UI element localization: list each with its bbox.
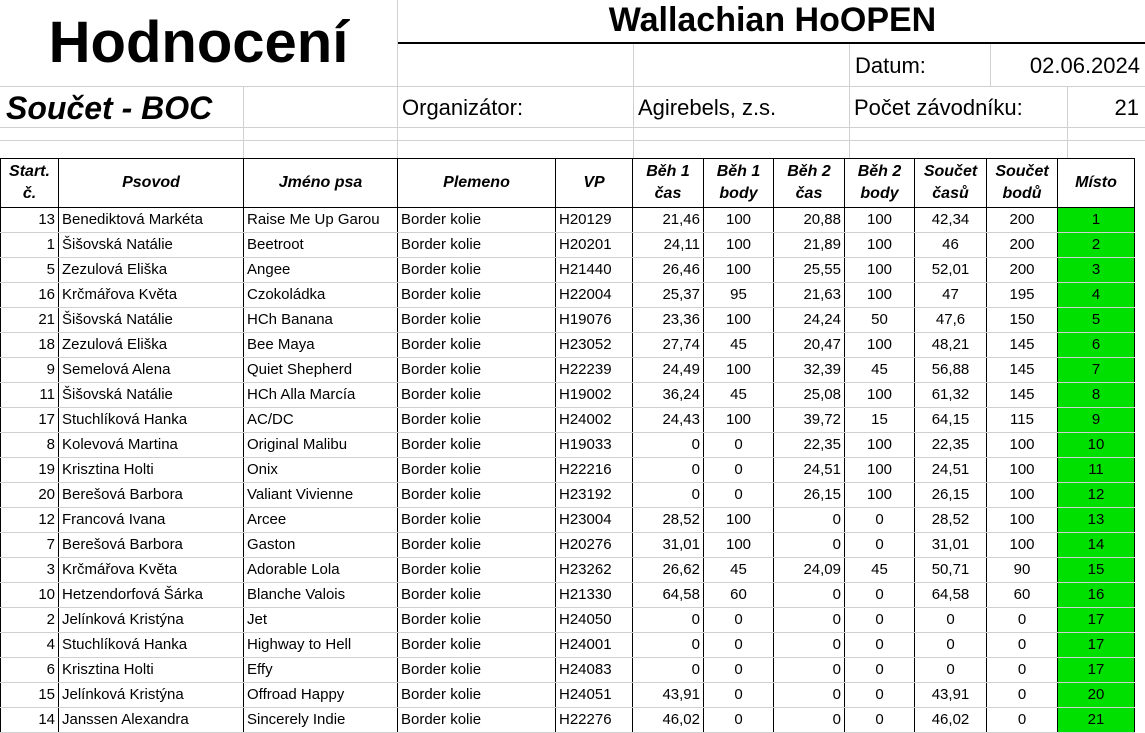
table-cell: 19 bbox=[1, 458, 59, 483]
date-label: Datum: bbox=[855, 53, 926, 78]
table-cell: 0 bbox=[633, 658, 704, 683]
table-cell: 28,52 bbox=[915, 508, 987, 533]
table-cell: 100 bbox=[704, 308, 774, 333]
place-cell: 11 bbox=[1058, 458, 1135, 483]
table-cell: Border kolie bbox=[398, 233, 556, 258]
table-cell: 31,01 bbox=[633, 533, 704, 558]
table-cell: 25,55 bbox=[774, 258, 845, 283]
table-cell: 0 bbox=[704, 658, 774, 683]
column-header: Součet časů bbox=[915, 159, 987, 208]
table-cell: Berešová Barbora bbox=[59, 533, 244, 558]
table-cell: Jelínková Kristýna bbox=[59, 683, 244, 708]
place-cell: 3 bbox=[1058, 258, 1135, 283]
table-cell: 46,02 bbox=[915, 708, 987, 733]
table-row bbox=[1, 258, 1135, 283]
table-cell: Bee Maya bbox=[244, 333, 398, 358]
table-cell: Border kolie bbox=[398, 358, 556, 383]
table-cell: Border kolie bbox=[398, 708, 556, 733]
table-cell: Border kolie bbox=[398, 208, 556, 233]
table-cell: Highway to Hell bbox=[244, 633, 398, 658]
table-cell: Border kolie bbox=[398, 333, 556, 358]
table-cell: 0 bbox=[845, 633, 915, 658]
table-cell: Zezulová Eliška bbox=[59, 258, 244, 283]
table-cell: 13 bbox=[1, 208, 59, 233]
table-cell: 0 bbox=[704, 683, 774, 708]
place-cell: 20 bbox=[1058, 683, 1135, 708]
table-cell: 0 bbox=[774, 708, 845, 733]
table-cell: 23,36 bbox=[633, 308, 704, 333]
table-cell: 0 bbox=[845, 583, 915, 608]
table-cell: 8 bbox=[1, 433, 59, 458]
table-cell: 64,15 bbox=[915, 408, 987, 433]
table-cell: Jet bbox=[244, 608, 398, 633]
table-cell: Border kolie bbox=[398, 483, 556, 508]
table-cell: 100 bbox=[987, 458, 1058, 483]
table-cell: H20129 bbox=[556, 208, 633, 233]
table-row bbox=[1, 458, 1135, 483]
place-cell: 17 bbox=[1058, 633, 1135, 658]
table-cell: 100 bbox=[845, 458, 915, 483]
table-cell: Quiet Shepherd bbox=[244, 358, 398, 383]
table-cell: 24,43 bbox=[633, 408, 704, 433]
table-cell: 39,72 bbox=[774, 408, 845, 433]
table-cell: Semelová Alena bbox=[59, 358, 244, 383]
table-cell: H24002 bbox=[556, 408, 633, 433]
organizer-label: Organizátor: bbox=[402, 95, 524, 120]
place-cell: 2 bbox=[1058, 233, 1135, 258]
table-cell: 6 bbox=[1, 658, 59, 683]
results-table bbox=[0, 158, 1135, 733]
table-header-row bbox=[1, 159, 1135, 208]
table-cell: Benediktová Markéta bbox=[59, 208, 244, 233]
column-header: Běh 2 čas bbox=[774, 159, 845, 208]
table-cell: 145 bbox=[987, 333, 1058, 358]
table-cell: 24,09 bbox=[774, 558, 845, 583]
table-cell: H24083 bbox=[556, 658, 633, 683]
place-cell: 6 bbox=[1058, 333, 1135, 358]
table-cell: Šišovská Natálie bbox=[59, 383, 244, 408]
table-cell: 0 bbox=[987, 633, 1058, 658]
table-cell: 18 bbox=[1, 333, 59, 358]
table-cell: 50 bbox=[845, 308, 915, 333]
table-cell: 0 bbox=[774, 608, 845, 633]
table-row bbox=[1, 333, 1135, 358]
place-cell: 5 bbox=[1058, 308, 1135, 333]
table-cell: Krčmářova Květa bbox=[59, 283, 244, 308]
table-cell: Jelínková Kristýna bbox=[59, 608, 244, 633]
table-cell: 15 bbox=[1, 683, 59, 708]
table-cell: Border kolie bbox=[398, 283, 556, 308]
table-cell: 0 bbox=[915, 633, 987, 658]
table-row bbox=[1, 408, 1135, 433]
table-cell: Gaston bbox=[244, 533, 398, 558]
table-row bbox=[1, 433, 1135, 458]
table-cell: 17 bbox=[1, 408, 59, 433]
table-row bbox=[1, 283, 1135, 308]
table-cell: Angee bbox=[244, 258, 398, 283]
table-cell: 21,89 bbox=[774, 233, 845, 258]
table-cell: H21440 bbox=[556, 258, 633, 283]
place-cell: 1 bbox=[1058, 208, 1135, 233]
table-cell: Stuchlíková Hanka bbox=[59, 633, 244, 658]
table-cell: 0 bbox=[915, 658, 987, 683]
table-cell: H23004 bbox=[556, 508, 633, 533]
table-cell: 15 bbox=[845, 408, 915, 433]
table-cell: Border kolie bbox=[398, 308, 556, 333]
date-value: 02.06.2024 bbox=[1029, 53, 1140, 78]
table-cell: 100 bbox=[845, 233, 915, 258]
table-cell: 100 bbox=[845, 433, 915, 458]
table-cell: Original Malibu bbox=[244, 433, 398, 458]
table-cell: 24,11 bbox=[633, 233, 704, 258]
table-cell: 27,74 bbox=[633, 333, 704, 358]
table-cell: 64,58 bbox=[915, 583, 987, 608]
table-cell: Valiant Vivienne bbox=[244, 483, 398, 508]
table-cell: 100 bbox=[704, 508, 774, 533]
table-cell: Krčmářova Květa bbox=[59, 558, 244, 583]
table-cell: H22276 bbox=[556, 708, 633, 733]
table-cell: Border kolie bbox=[398, 658, 556, 683]
place-cell: 10 bbox=[1058, 433, 1135, 458]
table-cell: 0 bbox=[633, 458, 704, 483]
table-cell: 43,91 bbox=[915, 683, 987, 708]
table-cell: 0 bbox=[704, 608, 774, 633]
table-cell: H24001 bbox=[556, 633, 633, 658]
table-cell: 100 bbox=[987, 433, 1058, 458]
table-cell: Offroad Happy bbox=[244, 683, 398, 708]
table-cell: 0 bbox=[633, 433, 704, 458]
place-cell: 15 bbox=[1058, 558, 1135, 583]
table-cell: 24,51 bbox=[915, 458, 987, 483]
table-cell: 24,24 bbox=[774, 308, 845, 333]
table-cell: 20 bbox=[1, 483, 59, 508]
table-cell: 22,35 bbox=[915, 433, 987, 458]
table-cell: 0 bbox=[774, 633, 845, 658]
table-row bbox=[1, 383, 1135, 408]
table-body bbox=[1, 208, 1135, 733]
table-cell: 42,34 bbox=[915, 208, 987, 233]
table-cell: H21330 bbox=[556, 583, 633, 608]
table-cell: H20201 bbox=[556, 233, 633, 258]
table-cell: Border kolie bbox=[398, 633, 556, 658]
table-row bbox=[1, 483, 1135, 508]
table-row bbox=[1, 633, 1135, 658]
column-header: Psovod bbox=[59, 159, 244, 208]
table-cell: 45 bbox=[704, 333, 774, 358]
table-cell: 200 bbox=[987, 233, 1058, 258]
table-cell: H22216 bbox=[556, 458, 633, 483]
table-cell: Border kolie bbox=[398, 408, 556, 433]
table-cell: 9 bbox=[1, 358, 59, 383]
table-cell: 60 bbox=[704, 583, 774, 608]
table-cell: 20,47 bbox=[774, 333, 845, 358]
table-cell: 5 bbox=[1, 258, 59, 283]
table-cell: H24051 bbox=[556, 683, 633, 708]
table-cell: 24,49 bbox=[633, 358, 704, 383]
table-cell: 3 bbox=[1, 558, 59, 583]
column-header: Start. č. bbox=[1, 159, 59, 208]
place-cell: 17 bbox=[1058, 608, 1135, 633]
table-cell: Border kolie bbox=[398, 533, 556, 558]
table-cell: 21,46 bbox=[633, 208, 704, 233]
table-cell: 115 bbox=[987, 408, 1058, 433]
table-cell: 150 bbox=[987, 308, 1058, 333]
table-cell: 45 bbox=[704, 558, 774, 583]
table-cell: 0 bbox=[845, 508, 915, 533]
table-cell: 0 bbox=[774, 533, 845, 558]
table-cell: 0 bbox=[704, 708, 774, 733]
table-cell: 24,51 bbox=[774, 458, 845, 483]
table-cell: 0 bbox=[845, 608, 915, 633]
place-cell: 7 bbox=[1058, 358, 1135, 383]
table-cell: H20276 bbox=[556, 533, 633, 558]
table-row bbox=[1, 308, 1135, 333]
table-cell: 195 bbox=[987, 283, 1058, 308]
table-cell: 100 bbox=[704, 208, 774, 233]
table-cell: 61,32 bbox=[915, 383, 987, 408]
table-cell: 22,35 bbox=[774, 433, 845, 458]
table-cell: H19002 bbox=[556, 383, 633, 408]
table-cell: 16 bbox=[1, 283, 59, 308]
table-cell: 12 bbox=[1, 508, 59, 533]
table-cell: Border kolie bbox=[398, 383, 556, 408]
table-cell: 100 bbox=[987, 533, 1058, 558]
event-title: Wallachian HoOPEN bbox=[608, 1, 937, 39]
table-cell: Krisztina Holti bbox=[59, 458, 244, 483]
table-cell: 28,52 bbox=[633, 508, 704, 533]
table-cell: 100 bbox=[987, 508, 1058, 533]
table-cell: Zezulová Eliška bbox=[59, 333, 244, 358]
table-cell: 0 bbox=[774, 583, 845, 608]
table-cell: 50,71 bbox=[915, 558, 987, 583]
table-cell: Kolevová Martina bbox=[59, 433, 244, 458]
table-cell: Czokoládka bbox=[244, 283, 398, 308]
table-cell: 2 bbox=[1, 608, 59, 633]
table-cell: H24050 bbox=[556, 608, 633, 633]
table-cell: 100 bbox=[845, 283, 915, 308]
table-cell: 45 bbox=[845, 558, 915, 583]
table-cell: 0 bbox=[774, 683, 845, 708]
table-row bbox=[1, 558, 1135, 583]
table-cell: HCh Banana bbox=[244, 308, 398, 333]
table-cell: 100 bbox=[845, 483, 915, 508]
table-cell: H23052 bbox=[556, 333, 633, 358]
table-cell: 36,24 bbox=[633, 383, 704, 408]
place-cell: 8 bbox=[1058, 383, 1135, 408]
table-cell: 0 bbox=[845, 683, 915, 708]
table-cell: 200 bbox=[987, 258, 1058, 283]
table-cell: 100 bbox=[704, 358, 774, 383]
table-cell: 100 bbox=[845, 258, 915, 283]
table-cell: 1 bbox=[1, 233, 59, 258]
table-cell: AC/DC bbox=[244, 408, 398, 433]
place-cell: 12 bbox=[1058, 483, 1135, 508]
table-row bbox=[1, 208, 1135, 233]
table-cell: 200 bbox=[987, 208, 1058, 233]
table-cell: 95 bbox=[704, 283, 774, 308]
table-cell: Hetzendorfová Šárka bbox=[59, 583, 244, 608]
table-row bbox=[1, 658, 1135, 683]
table-cell: Berešová Barbora bbox=[59, 483, 244, 508]
place-cell: 14 bbox=[1058, 533, 1135, 558]
organizer-value: Agirebels, z.s. bbox=[638, 95, 777, 120]
table-cell: 25,37 bbox=[633, 283, 704, 308]
table-cell: Janssen Alexandra bbox=[59, 708, 244, 733]
table-cell: H19033 bbox=[556, 433, 633, 458]
table-cell: 0 bbox=[704, 633, 774, 658]
table-cell: 45 bbox=[845, 358, 915, 383]
table-row bbox=[1, 583, 1135, 608]
table-cell: Šišovská Natálie bbox=[59, 308, 244, 333]
table-cell: 26,46 bbox=[633, 258, 704, 283]
table-row bbox=[1, 233, 1135, 258]
table-cell: HCh Alla Marcía bbox=[244, 383, 398, 408]
table-cell: 0 bbox=[633, 608, 704, 633]
table-row bbox=[1, 358, 1135, 383]
table-cell: 100 bbox=[845, 383, 915, 408]
table-cell: 45 bbox=[704, 383, 774, 408]
table-cell: Krisztina Holti bbox=[59, 658, 244, 683]
table-cell: Sincerely Indie bbox=[244, 708, 398, 733]
table-cell: 0 bbox=[987, 683, 1058, 708]
page-title: Hodnocení bbox=[48, 10, 349, 75]
table-cell: 0 bbox=[704, 483, 774, 508]
table-row bbox=[1, 608, 1135, 633]
table-cell: 100 bbox=[987, 483, 1058, 508]
table-cell: 100 bbox=[704, 408, 774, 433]
table-cell: Raise Me Up Garou bbox=[244, 208, 398, 233]
table-cell: 0 bbox=[845, 708, 915, 733]
table-cell: 31,01 bbox=[915, 533, 987, 558]
table-cell: 26,15 bbox=[774, 483, 845, 508]
table-cell: 100 bbox=[704, 533, 774, 558]
table-cell: 0 bbox=[845, 658, 915, 683]
table-cell: 0 bbox=[704, 433, 774, 458]
table-cell: 46,02 bbox=[633, 708, 704, 733]
table-cell: Onix bbox=[244, 458, 398, 483]
table-row bbox=[1, 533, 1135, 558]
table-cell: 52,01 bbox=[915, 258, 987, 283]
table-cell: Border kolie bbox=[398, 558, 556, 583]
table-cell: 145 bbox=[987, 383, 1058, 408]
column-header: Součet bodů bbox=[987, 159, 1058, 208]
table-cell: Border kolie bbox=[398, 583, 556, 608]
place-cell: 17 bbox=[1058, 658, 1135, 683]
table-cell: 43,91 bbox=[633, 683, 704, 708]
table-cell: 21 bbox=[1, 308, 59, 333]
table-cell: 26,62 bbox=[633, 558, 704, 583]
subtitle: Součet - BOC bbox=[6, 90, 213, 126]
table-row bbox=[1, 708, 1135, 733]
table-cell: H23192 bbox=[556, 483, 633, 508]
column-header: Plemeno bbox=[398, 159, 556, 208]
table-cell: 14 bbox=[1, 708, 59, 733]
column-header: Běh 1 body bbox=[704, 159, 774, 208]
table-cell: 21,63 bbox=[774, 283, 845, 308]
table-cell: 90 bbox=[987, 558, 1058, 583]
table-cell: 32,39 bbox=[774, 358, 845, 383]
column-header: VP bbox=[556, 159, 633, 208]
place-cell: 4 bbox=[1058, 283, 1135, 308]
table-cell: Border kolie bbox=[398, 258, 556, 283]
table-cell: 145 bbox=[987, 358, 1058, 383]
table-cell: 11 bbox=[1, 383, 59, 408]
table-cell: 60 bbox=[987, 583, 1058, 608]
table-cell: 25,08 bbox=[774, 383, 845, 408]
table-cell: 47,6 bbox=[915, 308, 987, 333]
count-value: 21 bbox=[1114, 95, 1139, 120]
table-cell: Border kolie bbox=[398, 683, 556, 708]
table-cell: 0 bbox=[633, 633, 704, 658]
table-cell: 7 bbox=[1, 533, 59, 558]
count-label: Počet závodníku: bbox=[854, 95, 1023, 120]
table-cell: 56,88 bbox=[915, 358, 987, 383]
table-cell: Border kolie bbox=[398, 508, 556, 533]
table-cell: 26,15 bbox=[915, 483, 987, 508]
place-cell: 9 bbox=[1058, 408, 1135, 433]
table-cell: Border kolie bbox=[398, 433, 556, 458]
table-cell: H19076 bbox=[556, 308, 633, 333]
place-cell: 21 bbox=[1058, 708, 1135, 733]
table-cell: Adorable Lola bbox=[244, 558, 398, 583]
table-cell: Border kolie bbox=[398, 458, 556, 483]
table-row bbox=[1, 508, 1135, 533]
table-cell: 0 bbox=[774, 658, 845, 683]
table-cell: 0 bbox=[845, 533, 915, 558]
table-cell: Arcee bbox=[244, 508, 398, 533]
column-header: Běh 1 čas bbox=[633, 159, 704, 208]
table-row bbox=[1, 683, 1135, 708]
table-cell: Blanche Valois bbox=[244, 583, 398, 608]
table-cell: 0 bbox=[915, 608, 987, 633]
place-cell: 13 bbox=[1058, 508, 1135, 533]
table-cell: 100 bbox=[704, 258, 774, 283]
table-cell: H22239 bbox=[556, 358, 633, 383]
table-cell: 0 bbox=[987, 708, 1058, 733]
table-cell: H23262 bbox=[556, 558, 633, 583]
column-header: Jméno psa bbox=[244, 159, 398, 208]
table-cell: 47 bbox=[915, 283, 987, 308]
table-cell: 0 bbox=[987, 608, 1058, 633]
table-cell: 46 bbox=[915, 233, 987, 258]
table-cell: Šišovská Natálie bbox=[59, 233, 244, 258]
table-cell: 100 bbox=[845, 333, 915, 358]
place-cell: 16 bbox=[1058, 583, 1135, 608]
table-cell: 64,58 bbox=[633, 583, 704, 608]
table-cell: Francová Ivana bbox=[59, 508, 244, 533]
table-cell: 0 bbox=[987, 658, 1058, 683]
table-cell: 100 bbox=[845, 208, 915, 233]
table-cell: 20,88 bbox=[774, 208, 845, 233]
table-cell: Beetroot bbox=[244, 233, 398, 258]
table-cell: 4 bbox=[1, 633, 59, 658]
table-cell: 0 bbox=[774, 508, 845, 533]
table-cell: Effy bbox=[244, 658, 398, 683]
column-header: Běh 2 body bbox=[845, 159, 915, 208]
table-cell: Border kolie bbox=[398, 608, 556, 633]
column-header: Místo bbox=[1058, 159, 1135, 208]
table-cell: 10 bbox=[1, 583, 59, 608]
table-cell: 0 bbox=[704, 458, 774, 483]
table-cell: 100 bbox=[704, 233, 774, 258]
table-cell: Stuchlíková Hanka bbox=[59, 408, 244, 433]
table-cell: 0 bbox=[633, 483, 704, 508]
table-cell: H22004 bbox=[556, 283, 633, 308]
table-cell: 48,21 bbox=[915, 333, 987, 358]
